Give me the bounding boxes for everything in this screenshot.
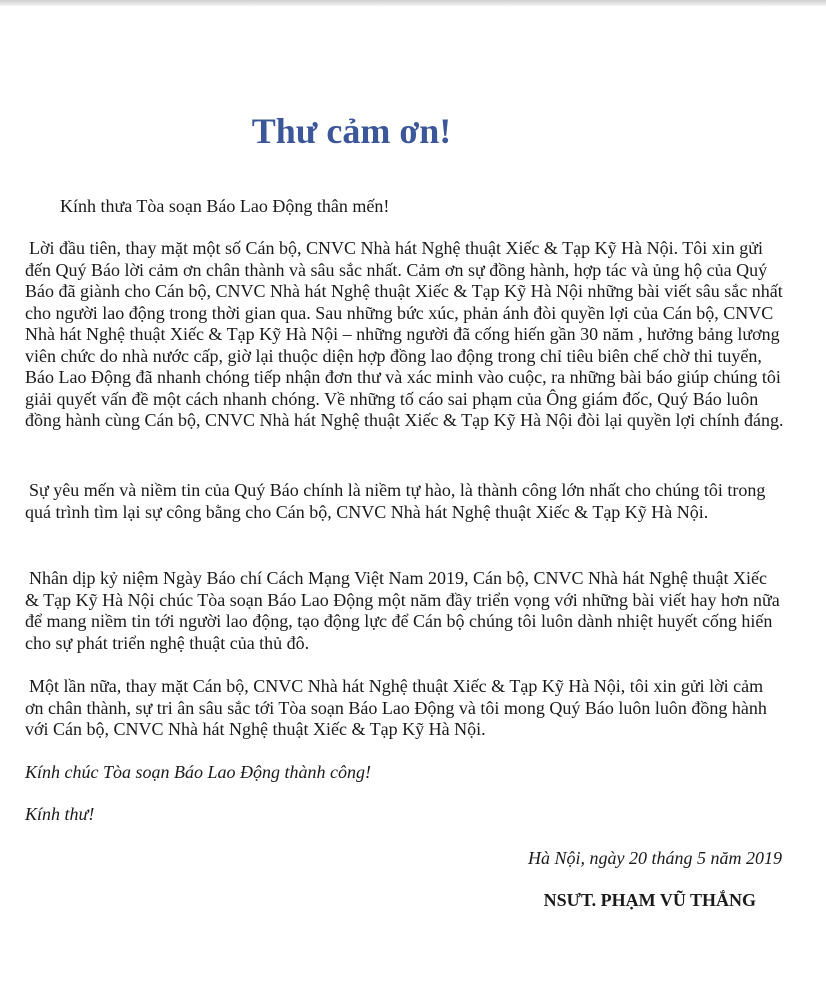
letter-paragraph-4: Một lần nữa, thay mặt Cán bộ, CNVC Nhà hát Nghệ thuật Xiếc & Tạp Kỹ Hà Nội, tôi xin gửi lời cảm ơn chân thành, sự tri ân sâu sắc tới Tòa soạn Báo Lao Động và tôi mong Quý Báo luôn luôn đồng hành với Cán bộ, CNVC Nhà hát Nghệ thuật Xiếc & Tạp Kỹ Hà Nội. [25, 676, 767, 739]
letter-closing: Kính thư! [25, 804, 95, 824]
letter-salutation: Kính thưa Tòa soạn Báo Lao Động thân mến! [60, 196, 390, 216]
letter-paragraph-3: Nhân dịp kỷ niệm Ngày Báo chí Cách Mạng Việt Nam 2019, Cán bộ, CNVC Nhà hát Nghệ thuật Xiếc & Tạp Kỹ Hà Nội chúc Tòa soạn Báo Lao Động một năm đầy triển vọng với những bài viết hay hơn nữa để mang niềm tin tới người lao động, tạo động lực để Cán bộ chúng tôi luôn dành nhiệt huyết cống hiến cho sự phát triển nghệ thuật của thủ đô. [25, 568, 780, 653]
letter-date-place: Hà Nội, ngày 20 tháng 5 năm 2019 [528, 848, 782, 868]
letter-wish: Kính chúc Tòa soạn Báo Lao Động thành công! [25, 762, 371, 782]
letter-paragraph-1: Lời đầu tiên, thay mặt một số Cán bộ, CNVC Nhà hát Nghệ thuật Xiếc & Tạp Kỹ Hà Nội. Tôi xin gửi đến Quý Báo lời cảm ơn chân thành và sâu sắc nhất. Cảm ơn sự đồng hành, hợp tác và ủng hộ của Quý Báo đã giành cho Cán bộ, CNVC Nhà hát Nghệ thuật Xiếc & Tạp Kỹ Hà Nội những bài viết sâu sắc nhất cho người lao động trong thời gian qua. Sau những bức xúc, phản ánh đòi quyền lợi của Cán bộ, CNVC Nhà hát Nghệ thuật Xiếc & Tạp Kỹ Hà Nội – những người đã cống hiến gần 30 năm , hưởng bảng lương viên chức do nhà nước cấp, giờ lại thuộc diện hợp đồng lao động trong chỉ tiêu biên chế chờ thi tuyển, Báo Lao Động đã nhanh chóng tiếp nhận đơn thư và xác minh vào cuộc, ra những bài báo giúp chúng tôi giải quyết vấn đề một cách nhanh chóng. Về những tố cáo sai phạm của Ông giám đốc, Quý Báo luôn đồng hành cùng Cán bộ, CNVC Nhà hát Nghệ thuật Xiếc & Tạp Kỹ Hà Nội đòi lại quyền lợi chính đáng. [25, 238, 784, 430]
letter-title: Thư cảm ơn! [251, 111, 452, 151]
letter-paragraph-2: Sự yêu mến và niềm tin của Quý Báo chính là niềm tự hào, là thành công lớn nhất cho chúng tôi trong quá trình tìm lại sự công bằng cho Cán bộ, CNVC Nhà hát Nghệ thuật Xiếc & Tạp Kỹ Hà Nội. [25, 480, 766, 522]
letter-signer: NSƯT. PHẠM VŨ THẮNG [543, 890, 756, 910]
